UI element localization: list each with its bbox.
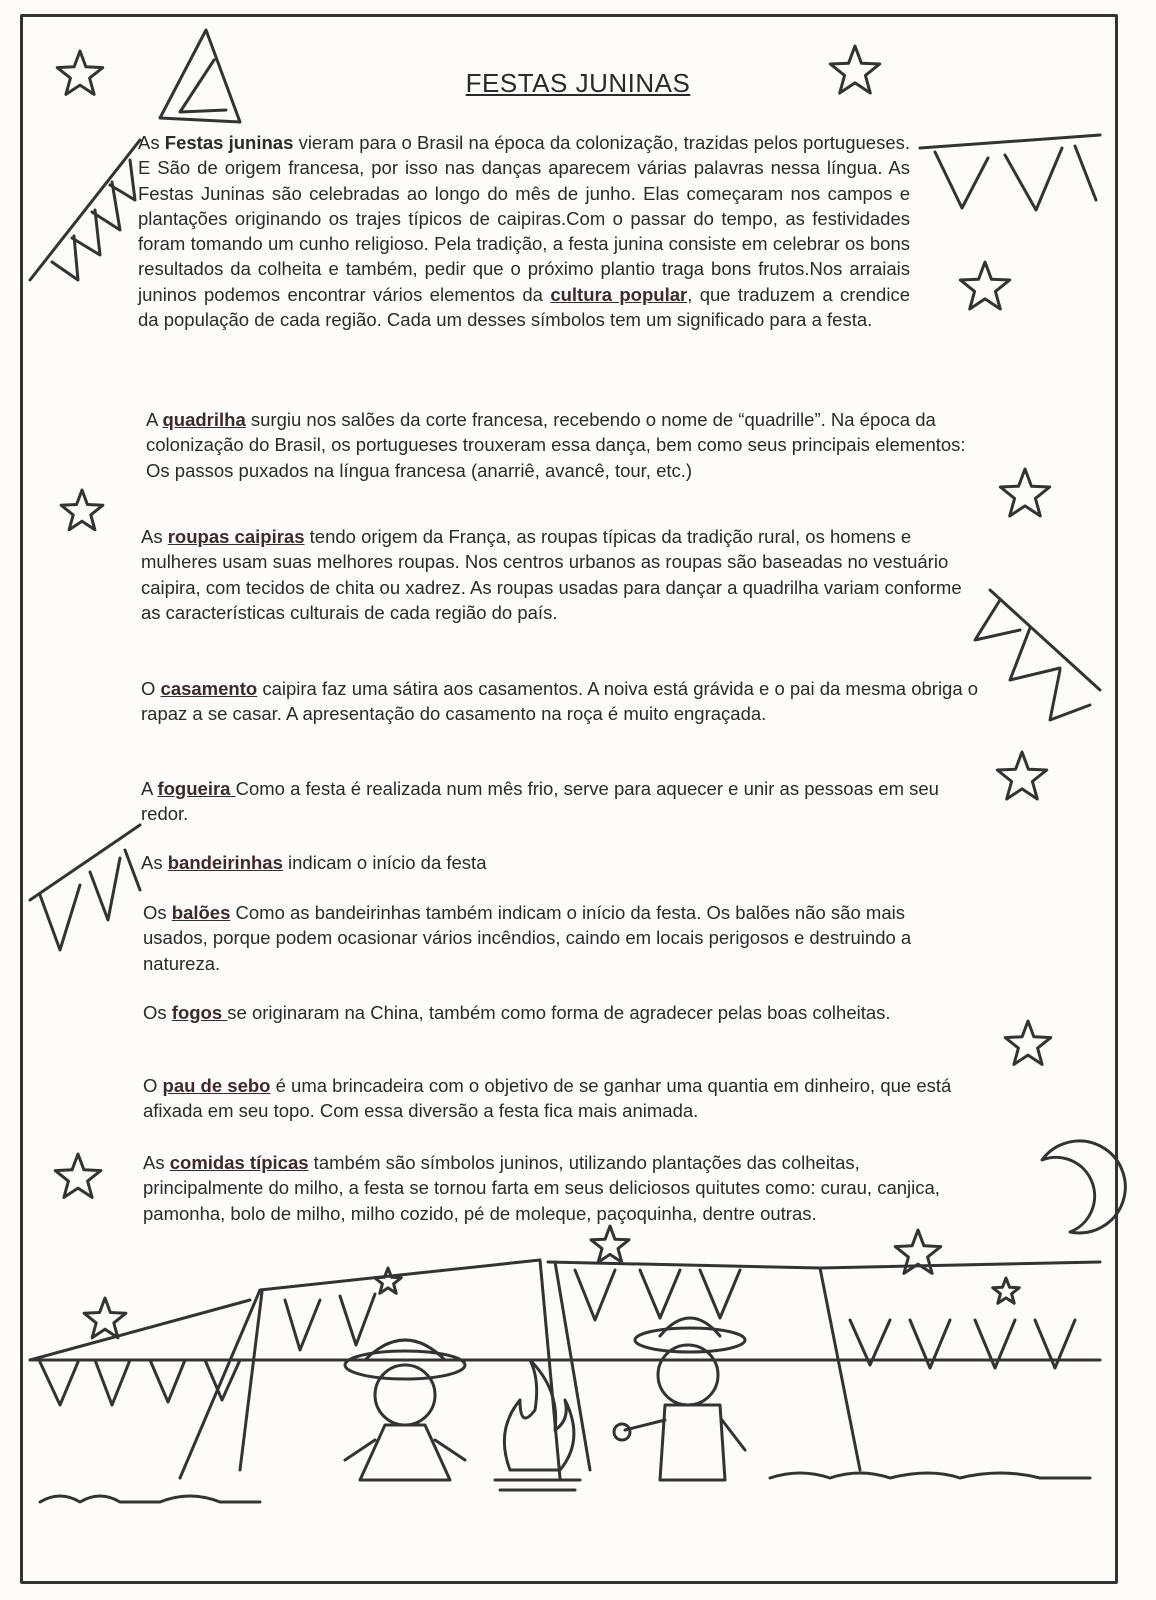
keyword: casamento xyxy=(160,678,258,699)
bunting-left-middle xyxy=(30,825,140,950)
star-icon xyxy=(997,752,1046,799)
star-icon xyxy=(960,262,1009,309)
keyword: fogueira xyxy=(157,778,236,799)
keyword: roupas caipiras xyxy=(167,526,305,547)
paragraph-comidas: As comidas típicas também são símbolos juninos, utilizando plantações das colheitas, principalmente do milho, a festa se tornou farta em seus deliciosos quitutes como: curau, canjica, pamonha, bolo de milho, milho cozido, pé de moleque, paçoquinha, dentre outras. xyxy=(143,1152,940,1224)
star-icon xyxy=(61,490,103,530)
star-icon xyxy=(375,1268,402,1293)
star-icon xyxy=(1005,1021,1051,1064)
grass-line xyxy=(40,1473,1090,1502)
keyword: pau de sebo xyxy=(162,1075,271,1096)
boy-character xyxy=(614,1318,745,1480)
paragraph-bandeirinhas: As bandeirinhas indicam o início da festa xyxy=(141,852,487,873)
bunting-left-top xyxy=(30,140,140,280)
star-icon xyxy=(591,1226,629,1262)
star-icon xyxy=(1000,469,1049,516)
keyword: quadrilha xyxy=(162,409,246,430)
bunting-bottom xyxy=(30,1270,1100,1405)
paragraph-pau-de-sebo: O pau de sebo é uma brincadeira com o objetivo de se ganhar uma quantia em dinheiro, que está afixada em seu topo. Com essa diversão a festa fica mais animada. xyxy=(143,1075,952,1122)
keyword: cultura popular xyxy=(550,283,688,305)
paragraph-quadrilha: A quadrilha surgiu nos salões da corte francesa, recebendo o nome de “quadrille”. Na época da colonização do Brasil, os portugueses trouxeram essa dança, bem como seus principais elementos: Os passos puxados na língua francesa (anarriê, avancê, tour, etc.) xyxy=(146,409,966,481)
bunting-right-middle xyxy=(975,590,1100,720)
paragraph-fogueira: A fogueira Como a festa é realizada num mês frio, serve para aquecer e unir as pessoas em seu redor. xyxy=(141,778,939,825)
tent-lines xyxy=(30,1260,1100,1478)
bonfire-icon xyxy=(495,1360,580,1490)
keyword: fogos xyxy=(171,1002,228,1023)
page-title: FESTAS JUNINAS xyxy=(465,68,691,98)
keyword: bandeirinhas xyxy=(167,852,283,873)
paragraph-casamento: O casamento caipira faz uma sátira aos casamentos. A noiva está grávida e o pai da mesma obriga o rapaz a se casar. A apresentação do casamento na roça é muito engraçada. xyxy=(141,678,979,725)
star-icon xyxy=(993,1278,1020,1303)
moon-icon xyxy=(1042,1141,1125,1233)
bunting-right-top xyxy=(920,135,1100,210)
paragraph-fogos: Os fogos se originaram na China, também como forma de agradecer pelas boas colheitas. xyxy=(143,1002,891,1023)
keyword: Festas juninas xyxy=(164,132,294,153)
paragraph-baloes: Os balões Como as bandeirinhas também indicam o início da festa. Os balões não são mais usados, porque podem ocasionar vários incêndios, caindo em locais perigosos e destruindo a natureza. xyxy=(143,902,912,974)
keyword: balões xyxy=(171,902,231,923)
star-icon xyxy=(84,1298,126,1338)
paragraph-intro: As Festas juninas vieram para o Brasil na época da colonização, trazidas pelos portugueses. E São de origem francesa, por isso nas danças aparecem várias palavras nessa língua. As Festas Juninas são celebradas ao longo do mês de junho. Elas começaram nos campos e plantações originando os trajes típicos de caipiras.Com o passar do tempo, as festividades foram tomando um cunho religioso. Pela tradição, a festa junina consiste em celebrar os bons resultados da colheita e também, pedir que o próximo plantio traga bons frutos.Nos arraiais juninos podemos encontrar vários elementos da cultura popular, que traduzem a crendice da população de cada região. Cada um desses símbolos tem um significado para a festa. xyxy=(138,132,911,331)
keyword: comidas típicas xyxy=(169,1152,309,1173)
star-icon xyxy=(55,1154,101,1197)
paragraph-roupas: As roupas caipiras tendo origem da França, as roupas típicas da tradição rural, os homens e mulheres usam suas melhores roupas. Nos centros urbanos as roupas são baseadas no vestuário caipira, com tecidos de chita ou xadrez. As roupas usadas para dançar a quadrilha variam conforme as características culturais de cada região do país. xyxy=(141,526,962,623)
